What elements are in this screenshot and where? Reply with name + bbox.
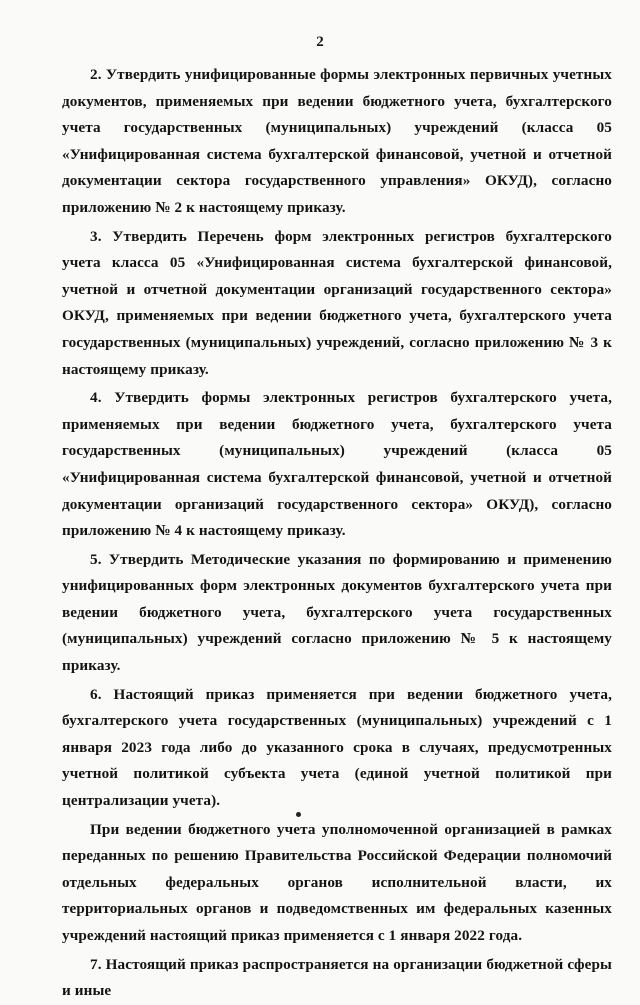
paragraph-item-5: 5. Утвердить Методические указания по формированию и применению унифицированных форм электронных документов бухгалтерского учета при ведении бюджетного учета, бухгалтерского учета государственных (муниципальных) учреждений согласно приложению № 5 к настоящему приказу. xyxy=(62,550,612,675)
paragraph-item-4: 4. Утвердить формы электронных регистров бухгалтерского учета, применяемых при ведении бюджетного учета, бухгалтерского учета государственных (муниципальных) учреждений (класса 05 «Унифицированная система бухгалтерской финансовой, учетной и отчетной документации организаций государственного сектора» ОКУД), согласно приложению № 4 к настоящему приказу. xyxy=(62,389,612,540)
ink-mark xyxy=(296,812,301,817)
paragraph-item-2: 2. Утвердить унифицированные формы электронных первичных учетных документов, применяемых при ведении бюджетного учета, бухгалтерского учета государственных (муниципальных) учреждений (класса 05 «Унифицированная система бухгалтерской финансовой, учетной и отчетной документации сектора государственного управления» ОКУД), согласно приложению № 2 к настоящему приказу. xyxy=(62,66,612,216)
document-body xyxy=(62,62,612,1005)
paragraph-item-7: 7. Настоящий приказ распространяется на организации бюджетной сферы и иные xyxy=(62,955,612,1000)
page-number: 2 xyxy=(316,34,324,50)
paragraph-item-6: 6. Настоящий приказ применяется при ведении бюджетного учета, бухгалтерского учета государственных (муниципальных) учреждений с 1 января 2023 года либо до указанного срока в случаях, предусмотренных учетной политикой субъекта учета (единой учетной политикой при централизации учета). xyxy=(62,685,612,810)
paragraph-item-3: 3. Утвердить Перечень форм электронных регистров бухгалтерского учета класса 05 «Унифицированная система бухгалтерской финансовой, учетной и отчетной документации организаций государственного сектора» ОКУД, применяемых при ведении бюджетного учета, бухгалтерского учета государственных (муниципальных) учреждений, согласно приложению № 3 к настоящему приказу. xyxy=(62,227,612,378)
paragraph-item-6-continuation: При ведении бюджетного учета уполномоченной организацией в рамках переданных по решению Правительства Российской Федерации полномочий отдельных федеральных органов исполнительной власти, их территориальных органов и подведомственных им федеральных казенных учреждений настоящий приказ применяется с 1 января 2022 года. xyxy=(62,820,612,944)
